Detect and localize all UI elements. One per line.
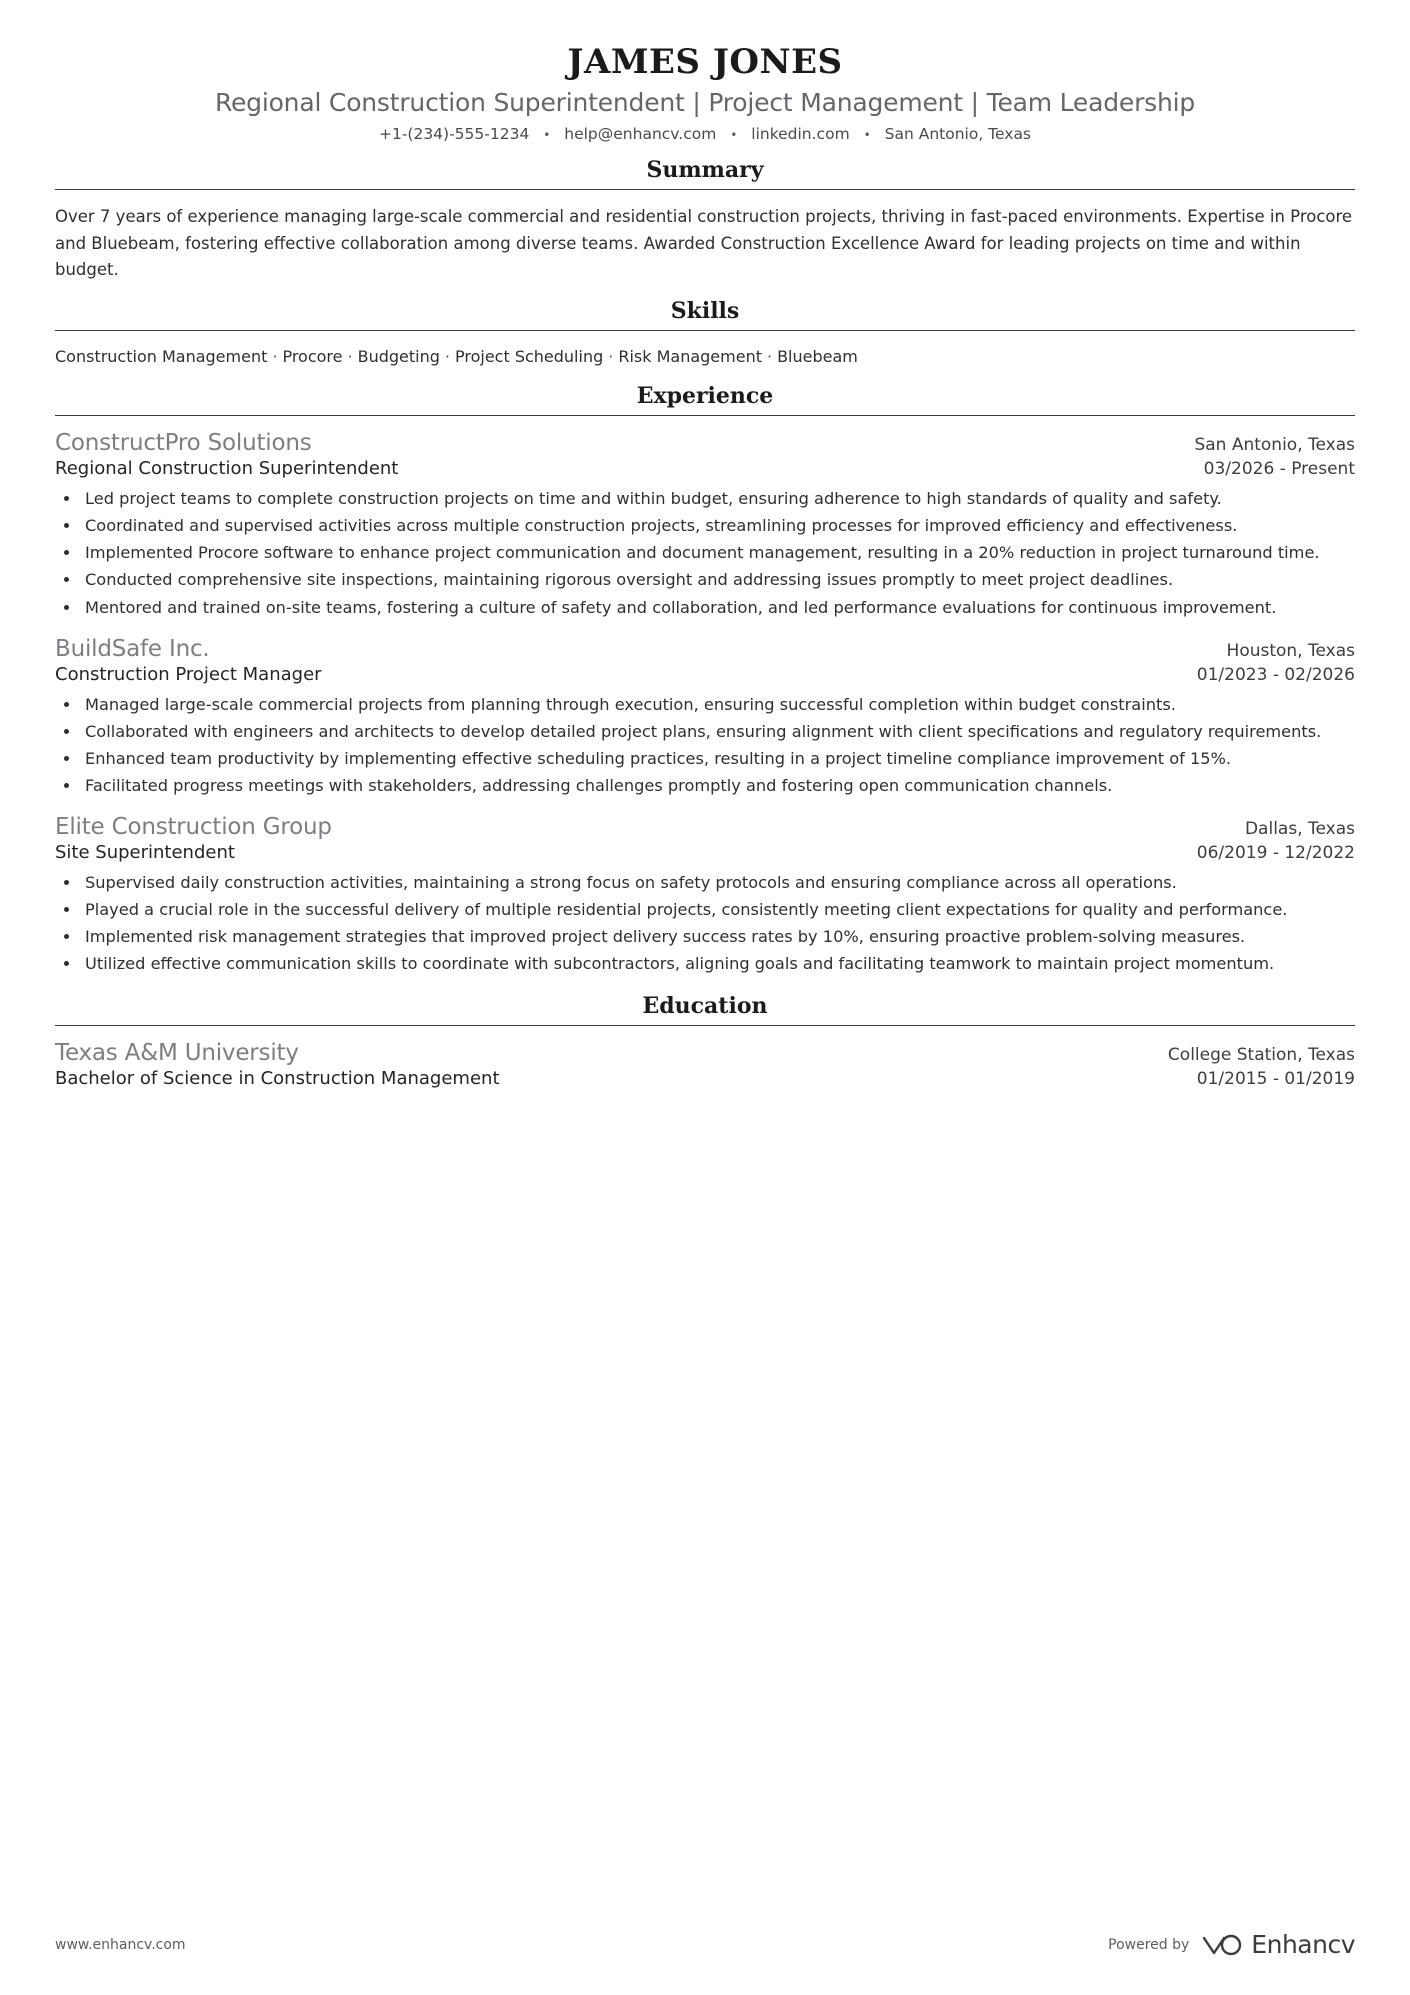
experience-entries — [55, 430, 1355, 976]
enhancv-mark-icon — [1201, 1932, 1243, 1958]
skill-item: Budgeting — [357, 347, 440, 367]
page-footer — [55, 1930, 1355, 1959]
responsibility-item: • Played a crucial role in the successful delivery of multiple residential projects, consistently meeting client expectations for quality and performance. — [81, 897, 1355, 922]
skill-item: Construction Management — [55, 347, 268, 367]
responsibility-item: • Utilized effective communication skills to coordinate with subcontractors, aligning goals and facilitating teamwork to maintain project momentum. — [81, 951, 1355, 976]
employer-location: Dallas, Texas — [1244, 819, 1355, 840]
skill-separator-icon: · — [272, 347, 278, 367]
entry-header-row — [55, 430, 1355, 456]
entry-header-row — [55, 814, 1355, 840]
employer-name: Elite Construction Group — [55, 814, 332, 841]
education-entries — [55, 1040, 1355, 1089]
section-education — [55, 993, 1355, 1089]
skill-item: Project Scheduling — [454, 347, 604, 367]
contact-linkedin[interactable]: linkedin.com — [751, 125, 850, 143]
section-divider — [55, 189, 1355, 190]
job-dates: 03/2026 - Present — [1203, 459, 1355, 480]
responsibility-item: • Facilitated progress meetings with stakeholders, addressing challenges promptly and fostering open communication channels. — [81, 773, 1355, 798]
entry-subheader-row — [55, 664, 1355, 685]
section-title-experience: Experience — [636, 383, 774, 410]
entry-header-row — [55, 636, 1355, 662]
employer-name: BuildSafe Inc. — [55, 635, 210, 662]
responsibility-item: • Managed large-scale commercial projects from planning through execution, ensuring successful completion within budget constraints. — [81, 692, 1355, 717]
contact-phone: +1-(234)-555-1234 — [378, 125, 530, 143]
experience-entry — [55, 636, 1355, 798]
entry-subheader-row — [55, 1068, 1355, 1089]
responsibility-item: • Conducted comprehensive site inspections, maintaining rigorous oversight and addressing issues promptly to meet project deadlines. — [81, 567, 1355, 592]
contact-location: San Antonio, Texas — [884, 125, 1032, 143]
job-title: Regional Construction Superintendent — [55, 458, 399, 480]
section-divider — [55, 415, 1355, 416]
section-divider — [55, 1025, 1355, 1026]
skill-separator-icon: · — [444, 347, 450, 367]
section-title-summary: Summary — [646, 157, 764, 183]
contact-email[interactable]: help@enhancv.com — [564, 125, 717, 143]
responsibility-item: • Enhanced team productivity by implementing effective scheduling practices, resulting in a project timeline compliance improvement of 15%. — [81, 746, 1355, 771]
section-skills — [55, 298, 1355, 369]
responsibility-item: • Mentored and trained on-site teams, fostering a culture of safety and collaboration, and led performance evaluations for continuous improvement. — [81, 595, 1355, 620]
footer-branding — [1108, 1930, 1355, 1959]
job-dates: 01/2023 - 02/2026 — [1196, 664, 1355, 685]
responsibility-list — [55, 692, 1355, 798]
contact-separator-icon: • — [863, 127, 871, 142]
section-title-skills: Skills — [670, 298, 740, 325]
employer-location: San Antonio, Texas — [1194, 435, 1355, 456]
resume-header — [55, 42, 1355, 143]
entry-header-row — [55, 1040, 1355, 1066]
skill-separator-icon: · — [347, 347, 353, 367]
section-divider — [55, 330, 1355, 331]
candidate-name: JAMES JONES — [567, 42, 843, 82]
responsibility-item: • Coordinated and supervised activities across multiple construction projects, streamlining processes for improved efficiency and effectiveness. — [81, 513, 1355, 538]
responsibility-item: • Implemented Procore software to enhance project communication and document management, resulting in a 20% reduction in project turnaround time. — [81, 540, 1355, 565]
degree-dates: 01/2015 - 01/2019 — [1196, 1068, 1355, 1089]
job-title: Construction Project Manager — [55, 663, 322, 685]
responsibility-item: • Implemented risk management strategies that improved project delivery success rates by 10%, ensuring proactive problem-solving measures. — [81, 924, 1355, 949]
employer-location: Houston, Texas — [1226, 640, 1355, 661]
school-location: College Station, Texas — [1167, 1044, 1355, 1065]
responsibility-list — [55, 486, 1355, 620]
entry-subheader-row — [55, 458, 1355, 479]
skill-separator-icon: · — [608, 347, 614, 367]
responsibility-list — [55, 870, 1355, 976]
employer-name: ConstructPro Solutions — [55, 430, 312, 457]
enhancv-wordmark: Enhancv — [1251, 1930, 1355, 1959]
candidate-headline: Regional Construction Superintendent | Project Management | Team Leadership — [214, 88, 1196, 117]
skill-item: Bluebeam — [777, 347, 858, 367]
enhancv-logo — [1201, 1930, 1355, 1959]
contact-separator-icon: • — [543, 127, 551, 142]
contact-line — [55, 125, 1355, 143]
responsibility-item: • Collaborated with engineers and architects to develop detailed project plans, ensuring alignment with client specifications and regulatory requirements. — [81, 719, 1355, 744]
degree-title: Bachelor of Science in Construction Management — [55, 1067, 500, 1089]
skills-list — [55, 345, 1355, 369]
skill-separator-icon: · — [766, 347, 773, 367]
responsibility-item: • Supervised daily construction activities, maintaining a strong focus on safety protocols and ensuring compliance across all operations. — [81, 870, 1355, 895]
summary-text: Over 7 years of experience managing large-scale commercial and residential construction projects, thriving in fast-paced environments. Expertise in Procore and Bluebeam, fostering effective collaboration among diverse teams. Awarded Construction Excellence Award for leading projects on time and within budget. — [55, 207, 1353, 280]
contact-separator-icon: • — [730, 127, 738, 142]
school-name: Texas A&M University — [55, 1039, 299, 1066]
job-dates: 06/2019 - 12/2022 — [1196, 843, 1355, 864]
section-summary — [55, 157, 1355, 284]
experience-entry — [55, 814, 1355, 976]
experience-entry — [55, 430, 1355, 620]
section-experience — [55, 383, 1355, 976]
skill-item: Procore — [282, 347, 343, 367]
education-entry — [55, 1040, 1355, 1089]
job-title: Site Superintendent — [55, 842, 235, 864]
responsibility-item: • Led project teams to complete construction projects on time and within budget, ensuring adherence to high standards of quality and safety. — [81, 486, 1355, 511]
skill-item: Risk Management — [618, 347, 762, 367]
powered-by-label: Powered by — [1108, 1936, 1190, 1953]
section-title-education: Education — [642, 992, 768, 1019]
footer-website-link[interactable]: www.enhancv.com — [55, 1936, 186, 1953]
entry-subheader-row — [55, 842, 1355, 863]
